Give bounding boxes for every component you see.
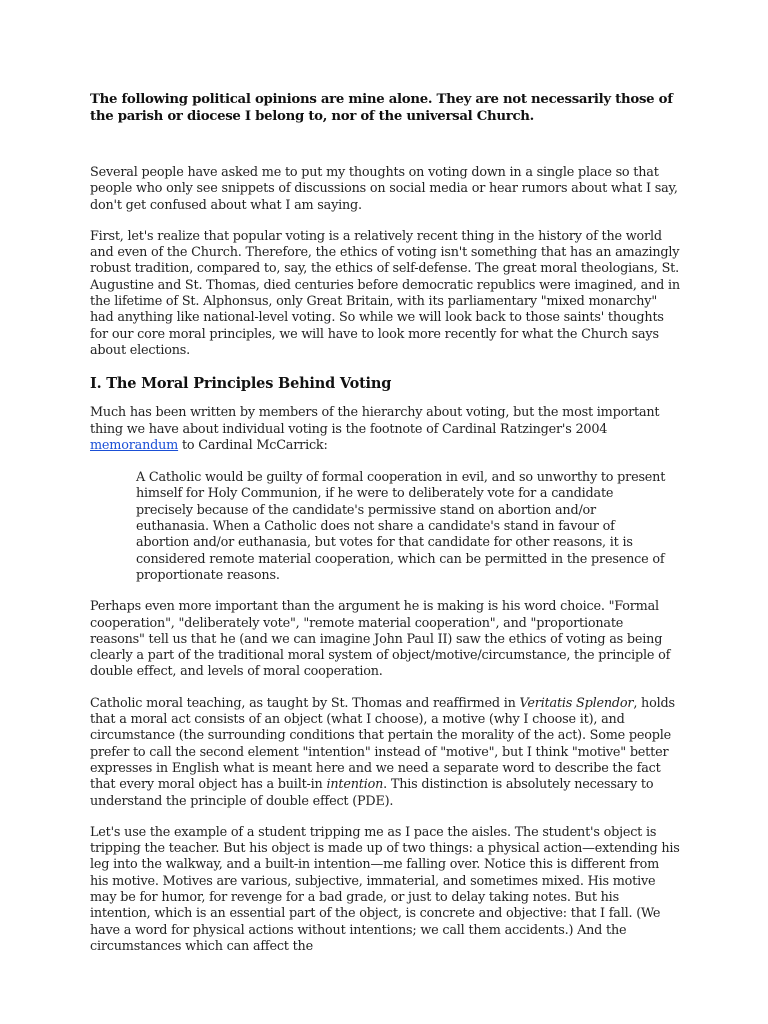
moral-teaching-paragraph	[90, 696, 680, 810]
memorandum-link[interactable]: memorandum	[90, 437, 179, 453]
intention-term: intention	[326, 777, 384, 793]
memorandum-text-before: Much has been written by members of the hierarchy about voting, but the most important thing we have about individual voting is the footnote of Cardinal Ratzinger's 2004	[90, 405, 660, 437]
teaching-text-middle: , holds that a moral act consists of an object (what I choose), a motive (why I choose it), and circumstance (the surrounding conditions that pertain the morality of the act). Some people prefer to call the second element "intention" instead of "motive", but I think "motive" better expresses in English what is meant here and we need a separate word to describe the fact that every moral object has a built-in	[90, 695, 675, 793]
teaching-text-before: Catholic moral teaching, as taught by St. Thomas and reaffirmed in	[90, 695, 520, 711]
example-paragraph: Let's use the example of a student tripping me as I pace the aisles. The student's object is tripping the teacher. But his object is made up of two things: a physical action—extending his leg into the walkway, and a built-in intention—me falling over. Notice this is different from his motive. Motives are various, subjective, immaterial, and sometimes mixed. His motive may be for humor, for revenge for a bad grade, or just to delay taking notes. But his intention, which is an essential part of the object, is concrete and objective: that I fall. (We have a word for physical actions without intentions; we call them accidents.) And the circumstances which can affect the	[90, 824, 680, 954]
memorandum-paragraph	[90, 405, 680, 454]
intro-paragraph: Several people have asked me to put my thoughts on voting down in a single place so that people who only see snippets of discussions on social media or hear rumors about what I say, don't get confused about what I am saying.	[90, 165, 678, 213]
disclaimer: The following political opinions are mine alone. They are not necessarily those of the parish or diocese I belong to, nor of the universal Church.	[90, 92, 673, 124]
section-heading-moral-principles: I. The Moral Principles Behind Voting	[90, 375, 392, 393]
teaching-text-after: . This distinction is absolutely necessary to understand the principle of double effect (PDE).	[90, 777, 654, 809]
veritatis-splendor-title: Veritatis Splendor	[519, 695, 634, 711]
word-choice-paragraph: Perhaps even more important than the argument he is making is his word choice. "Formal cooperation", "deliberately vote", "remote material cooperation", and "proportionate reasons" tell us that he (and we can imagine John Paul II) saw the ethics of voting as being clearly a part of the traditional moral system of object/motive/circumstance, the principle of double effect, and levels of moral cooperation.	[90, 599, 671, 680]
history-paragraph: First, let's realize that popular voting is a relatively recent thing in the history of the world and even of the Church. Therefore, the ethics of voting isn't something that has an amazingly robust tradition, compared to, say, the ethics of self-defense. The great moral theologians, St. Augustine and St. Thomas, died centuries before democratic republics were imagined, and in the lifetime of St. Alphonsus, only Great Britain, with its parliamentary "mixed monarchy" had anything like national-level voting. So while we will look back to those saints' thoughts for our core moral principles, we will have to look more recently for what the Church says about elections.	[90, 228, 680, 358]
memorandum-text-after: to Cardinal McCarrick:	[178, 437, 328, 453]
article-body	[90, 92, 680, 955]
ratzinger-quote: A Catholic would be guilty of formal cooperation in evil, and so unworthy to present himself for Holy Communion, if he were to deliberately vote for a candidate precisely because of the candidate's permissive stand on abortion and/or euthanasia. When a Catholic does not share a candidate's stand in favour of abortion and/or euthanasia, but votes for that candidate for other reasons, it is considered remote material cooperation, which can be permitted in the presence of proportionate reasons.	[136, 470, 666, 583]
